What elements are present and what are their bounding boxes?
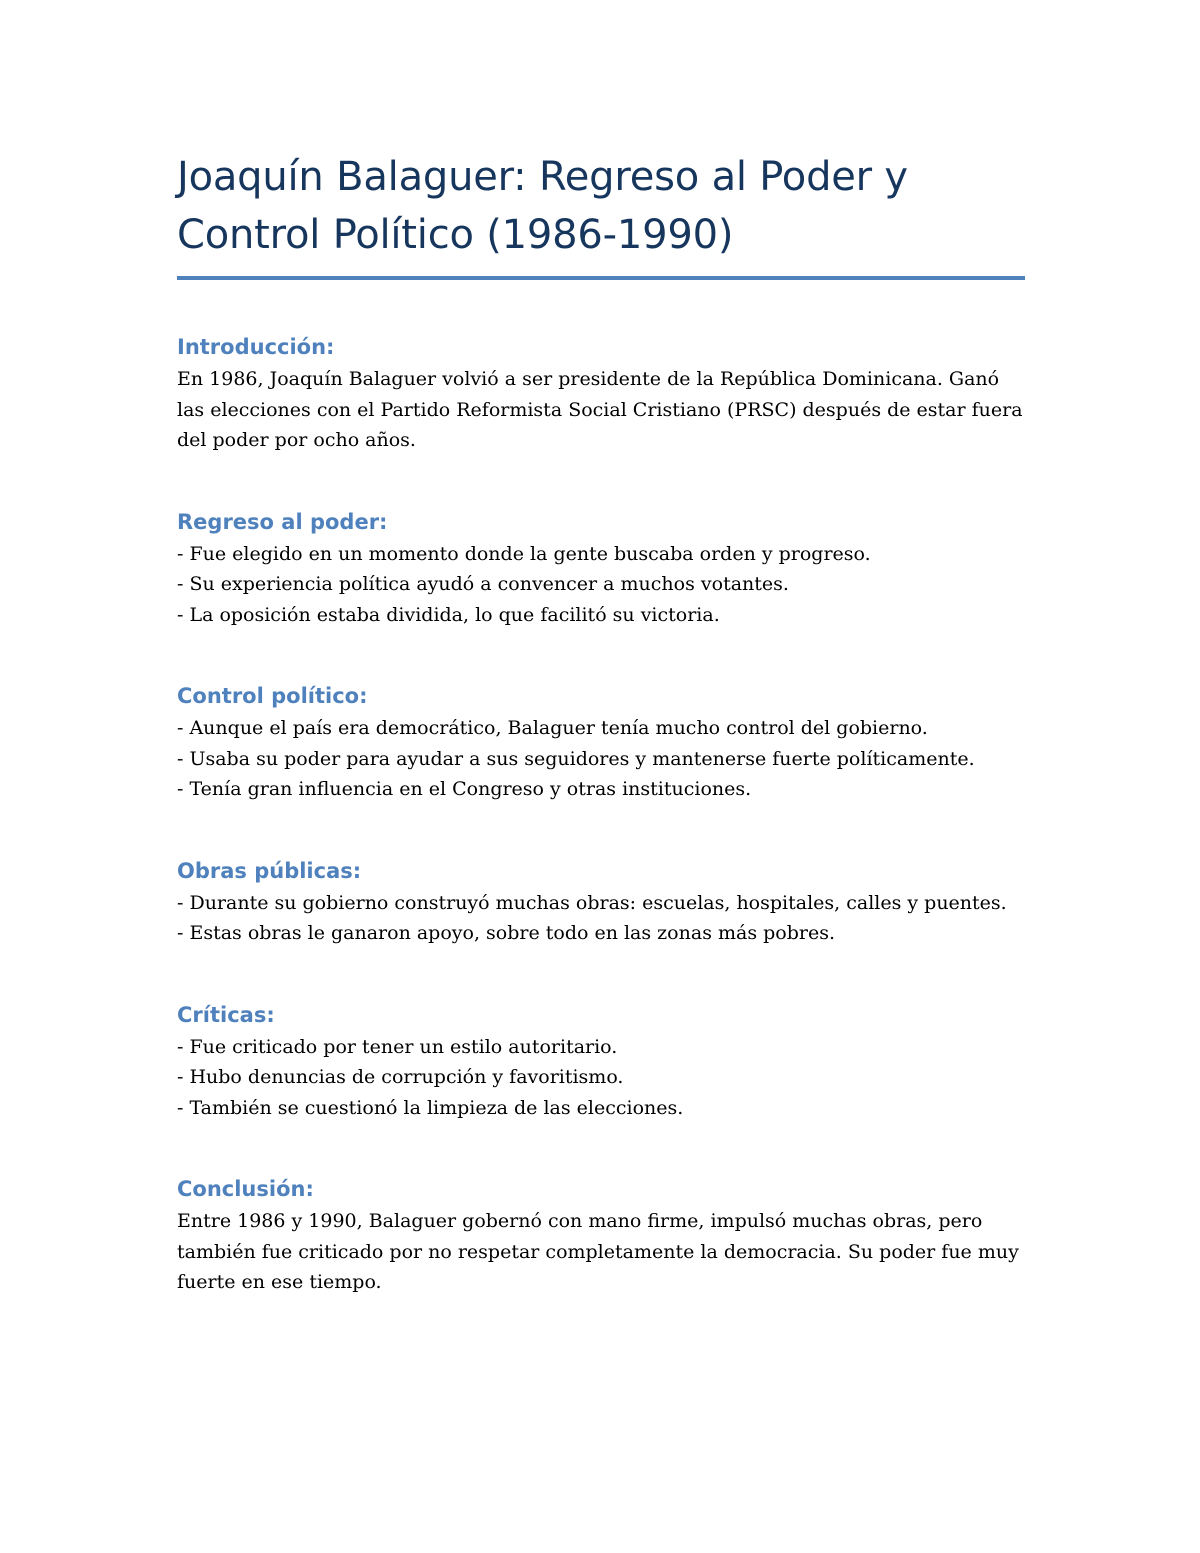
section-conclusion [177,1174,1027,1298]
section-heading: Introducción: [177,335,335,359]
bullet-item: - Aunque el país era democrático, Balaguer tenía mucho control del gobierno. [177,717,928,739]
section-control-politico [177,681,1027,805]
bullet-item: - Hubo denuncias de corrupción y favoritismo. [177,1066,624,1088]
bullet-item: - Fue criticado por tener un estilo autoritario. [177,1035,618,1058]
bullet-item: - Usaba su poder para ayudar a sus seguidores y mantenerse fuerte políticamente. [177,747,975,770]
title-underline-rule [177,276,1025,280]
section-introduccion [177,332,1027,456]
title-line-2: Control Político (1986-1990) [177,212,734,258]
section-heading: Obras públicas: [177,858,362,883]
bullet-item: - La oposición estaba dividida, lo que facilitó su victoria. [177,603,720,626]
section-heading: Control político: [177,684,368,708]
section-heading: Críticas: [177,1002,275,1027]
bullet-item: - Su experiencia política ayudó a convencer a muchos votantes. [177,573,789,595]
title-line-1: Joaquín Balaguer: Regreso al Poder y [177,154,908,200]
section-regreso-al-poder [177,507,1027,631]
section-criticas [177,1000,1027,1124]
bullet-item: - Fue elegido en un momento donde la gente buscaba orden y progreso. [177,542,871,565]
section-obras-publicas [177,856,1027,949]
bullet-item: - Estas obras le ganaron apoyo, sobre todo en las zonas más pobres. [177,922,835,944]
section-paragraph: Entre 1986 y 1990, Balaguer gobernó con mano firme, impulsó muchas obras, pero también fue criticado por no respetar completamente la democracia. Su poder fue muy fuerte en ese tiempo. [177,1210,1019,1293]
section-heading: Regreso al poder: [177,509,388,534]
document-body [177,148,1027,1298]
bullet-item: - Durante su gobierno construyó muchas obras: escuelas, hospitales, calles y puentes. [177,891,1007,914]
document-title [177,148,1027,276]
bullet-item: - Tenía gran influencia en el Congreso y otras instituciones. [177,778,752,800]
bullet-item: - También se cuestionó la limpieza de las elecciones. [177,1096,684,1119]
section-heading: Conclusión: [177,1177,314,1201]
section-paragraph: En 1986, Joaquín Balaguer volvió a ser presidente de la República Dominicana. Ganó las elecciones con el Partido Reformista Social Cristiano (PRSC) después de estar fuera del poder por ocho años. [177,368,1023,451]
